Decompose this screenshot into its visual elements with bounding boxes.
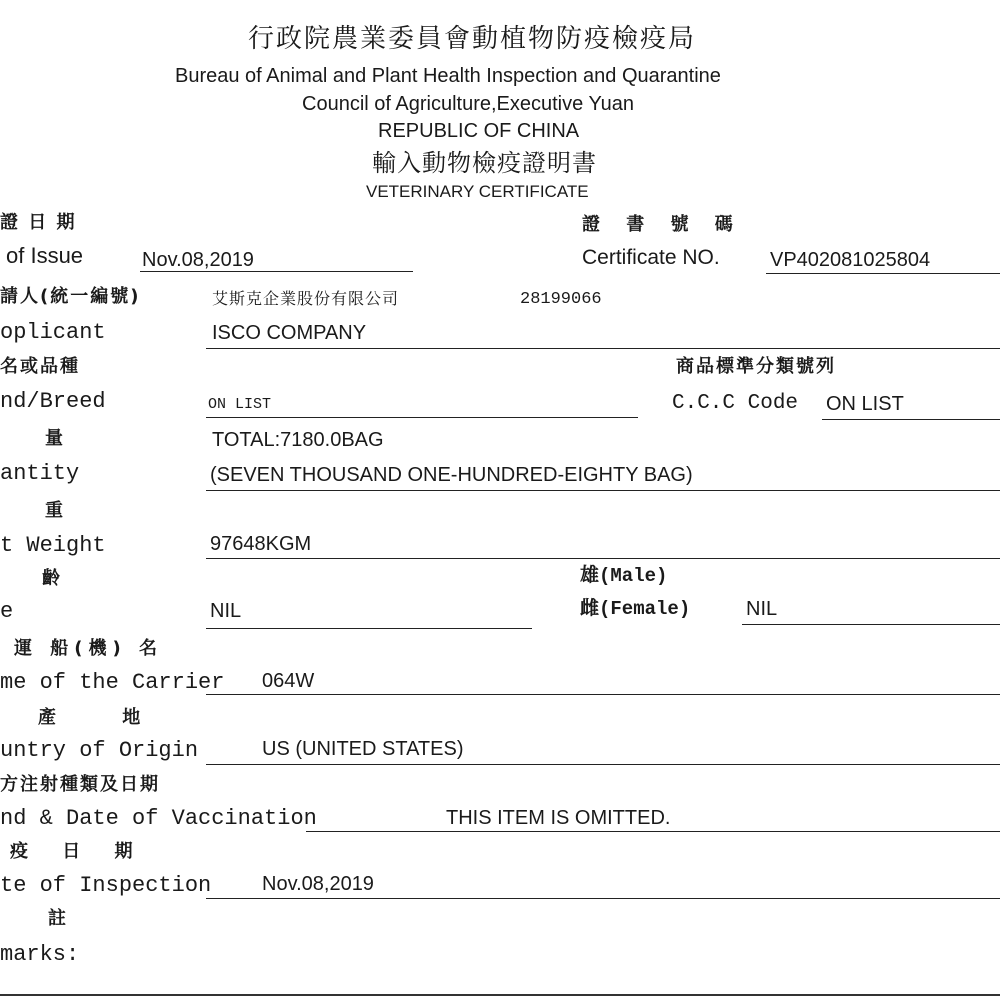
origin-label-cjk: 產 地 (38, 707, 171, 728)
net-weight-label-cjk: 重 (45, 500, 65, 521)
breed-value: ON LIST (208, 396, 272, 413)
agency-title-en: Bureau of Animal and Plant Health Inspection and Quarantine (175, 65, 721, 87)
sex-value: NIL (746, 598, 778, 620)
issue-date-label: of Issue (6, 243, 84, 268)
applicant-underline (206, 348, 1000, 349)
inspection-label-cjk: 疫 日 期 (10, 841, 147, 862)
issue-date-value: Nov.08,2019 (142, 249, 254, 271)
issue-date-underline (140, 271, 413, 272)
vaccination-label-cjk: 方注射種類及日期 (0, 774, 160, 795)
quantity-words-value: (SEVEN THOUSAND ONE-HUNDRED-EIGHTY BAG) (210, 464, 693, 486)
vaccination-value: THIS ITEM IS OMITTED. (446, 807, 671, 829)
age-label: e (0, 599, 14, 624)
applicant-tax-id: 28199066 (520, 290, 602, 309)
vaccination-label: nd & Date of Vaccination (0, 806, 317, 831)
origin-underline (206, 764, 1000, 765)
ccc-code-underline (822, 419, 1000, 420)
doc-title-en: VETERINARY CERTIFICATE (366, 182, 589, 201)
certificate-no-label-cjk: 證 書 號 碼 (582, 214, 743, 235)
net-weight-label: t Weight (0, 533, 106, 558)
quantity-value: TOTAL:7180.0BAG (212, 429, 384, 451)
inspection-value: Nov.08,2019 (262, 873, 374, 895)
quantity-label: antity (0, 461, 80, 486)
agency-title-cjk: 行政院農業委員會動植物防疫檢疫局 (248, 24, 697, 54)
breed-label-cjk: 名或品種 (0, 356, 80, 377)
male-label: 雄(Male) (580, 565, 668, 587)
ccc-code-label-cjk: 商品標準分類號列 (676, 356, 836, 377)
applicant-value: ISCO COMPANY (212, 322, 367, 344)
carrier-label: me of the Carrier (0, 670, 225, 695)
breed-label: nd/Breed (0, 389, 106, 414)
quantity-label-cjk: 量 (45, 428, 65, 449)
origin-label: untry of Origin (0, 738, 199, 763)
net-weight-underline (206, 558, 1000, 559)
carrier-label-cjk: 運 船(機) 名 (14, 638, 163, 659)
ccc-code-label: C.C.C Code (672, 392, 799, 415)
ccc-code-value: ON LIST (826, 393, 904, 415)
applicant-label-cjk: 請人(統一編號) (0, 286, 141, 307)
remarks-label: marks: (0, 942, 80, 967)
issue-date-label-cjk: 證 日 期 (0, 212, 77, 233)
country-title: REPUBLIC OF CHINA (378, 120, 580, 142)
certificate-no-underline (766, 273, 1000, 274)
sex-underline (742, 624, 1000, 625)
age-underline (206, 628, 532, 629)
applicant-name-cjk: 艾斯克企業股份有限公司 (212, 289, 400, 308)
certificate-no-label: Certificate NO. (582, 246, 720, 269)
council-title-en: Council of Agriculture,Executive Yuan (302, 93, 635, 115)
carrier-underline (206, 694, 1000, 695)
page-bottom-rule (0, 994, 1000, 996)
origin-value: US (UNITED STATES) (262, 738, 464, 760)
breed-underline (206, 417, 638, 418)
vaccination-underline (306, 831, 1000, 832)
remarks-label-cjk: 註 (48, 908, 68, 929)
female-label: 雌(Female) (580, 598, 691, 620)
age-value: NIL (210, 600, 242, 622)
doc-title-cjk: 輸入動物檢疫證明書 (372, 149, 597, 177)
carrier-value: 064W (262, 670, 315, 692)
inspection-underline (206, 898, 1000, 899)
certificate-no-value: VP402081025804 (770, 249, 931, 271)
net-weight-value: 97648KGM (210, 533, 312, 555)
age-label-cjk: 齡 (42, 568, 62, 589)
applicant-label: oplicant (0, 320, 106, 345)
inspection-label: te of Inspection (0, 873, 212, 898)
quantity-underline (206, 490, 1000, 491)
